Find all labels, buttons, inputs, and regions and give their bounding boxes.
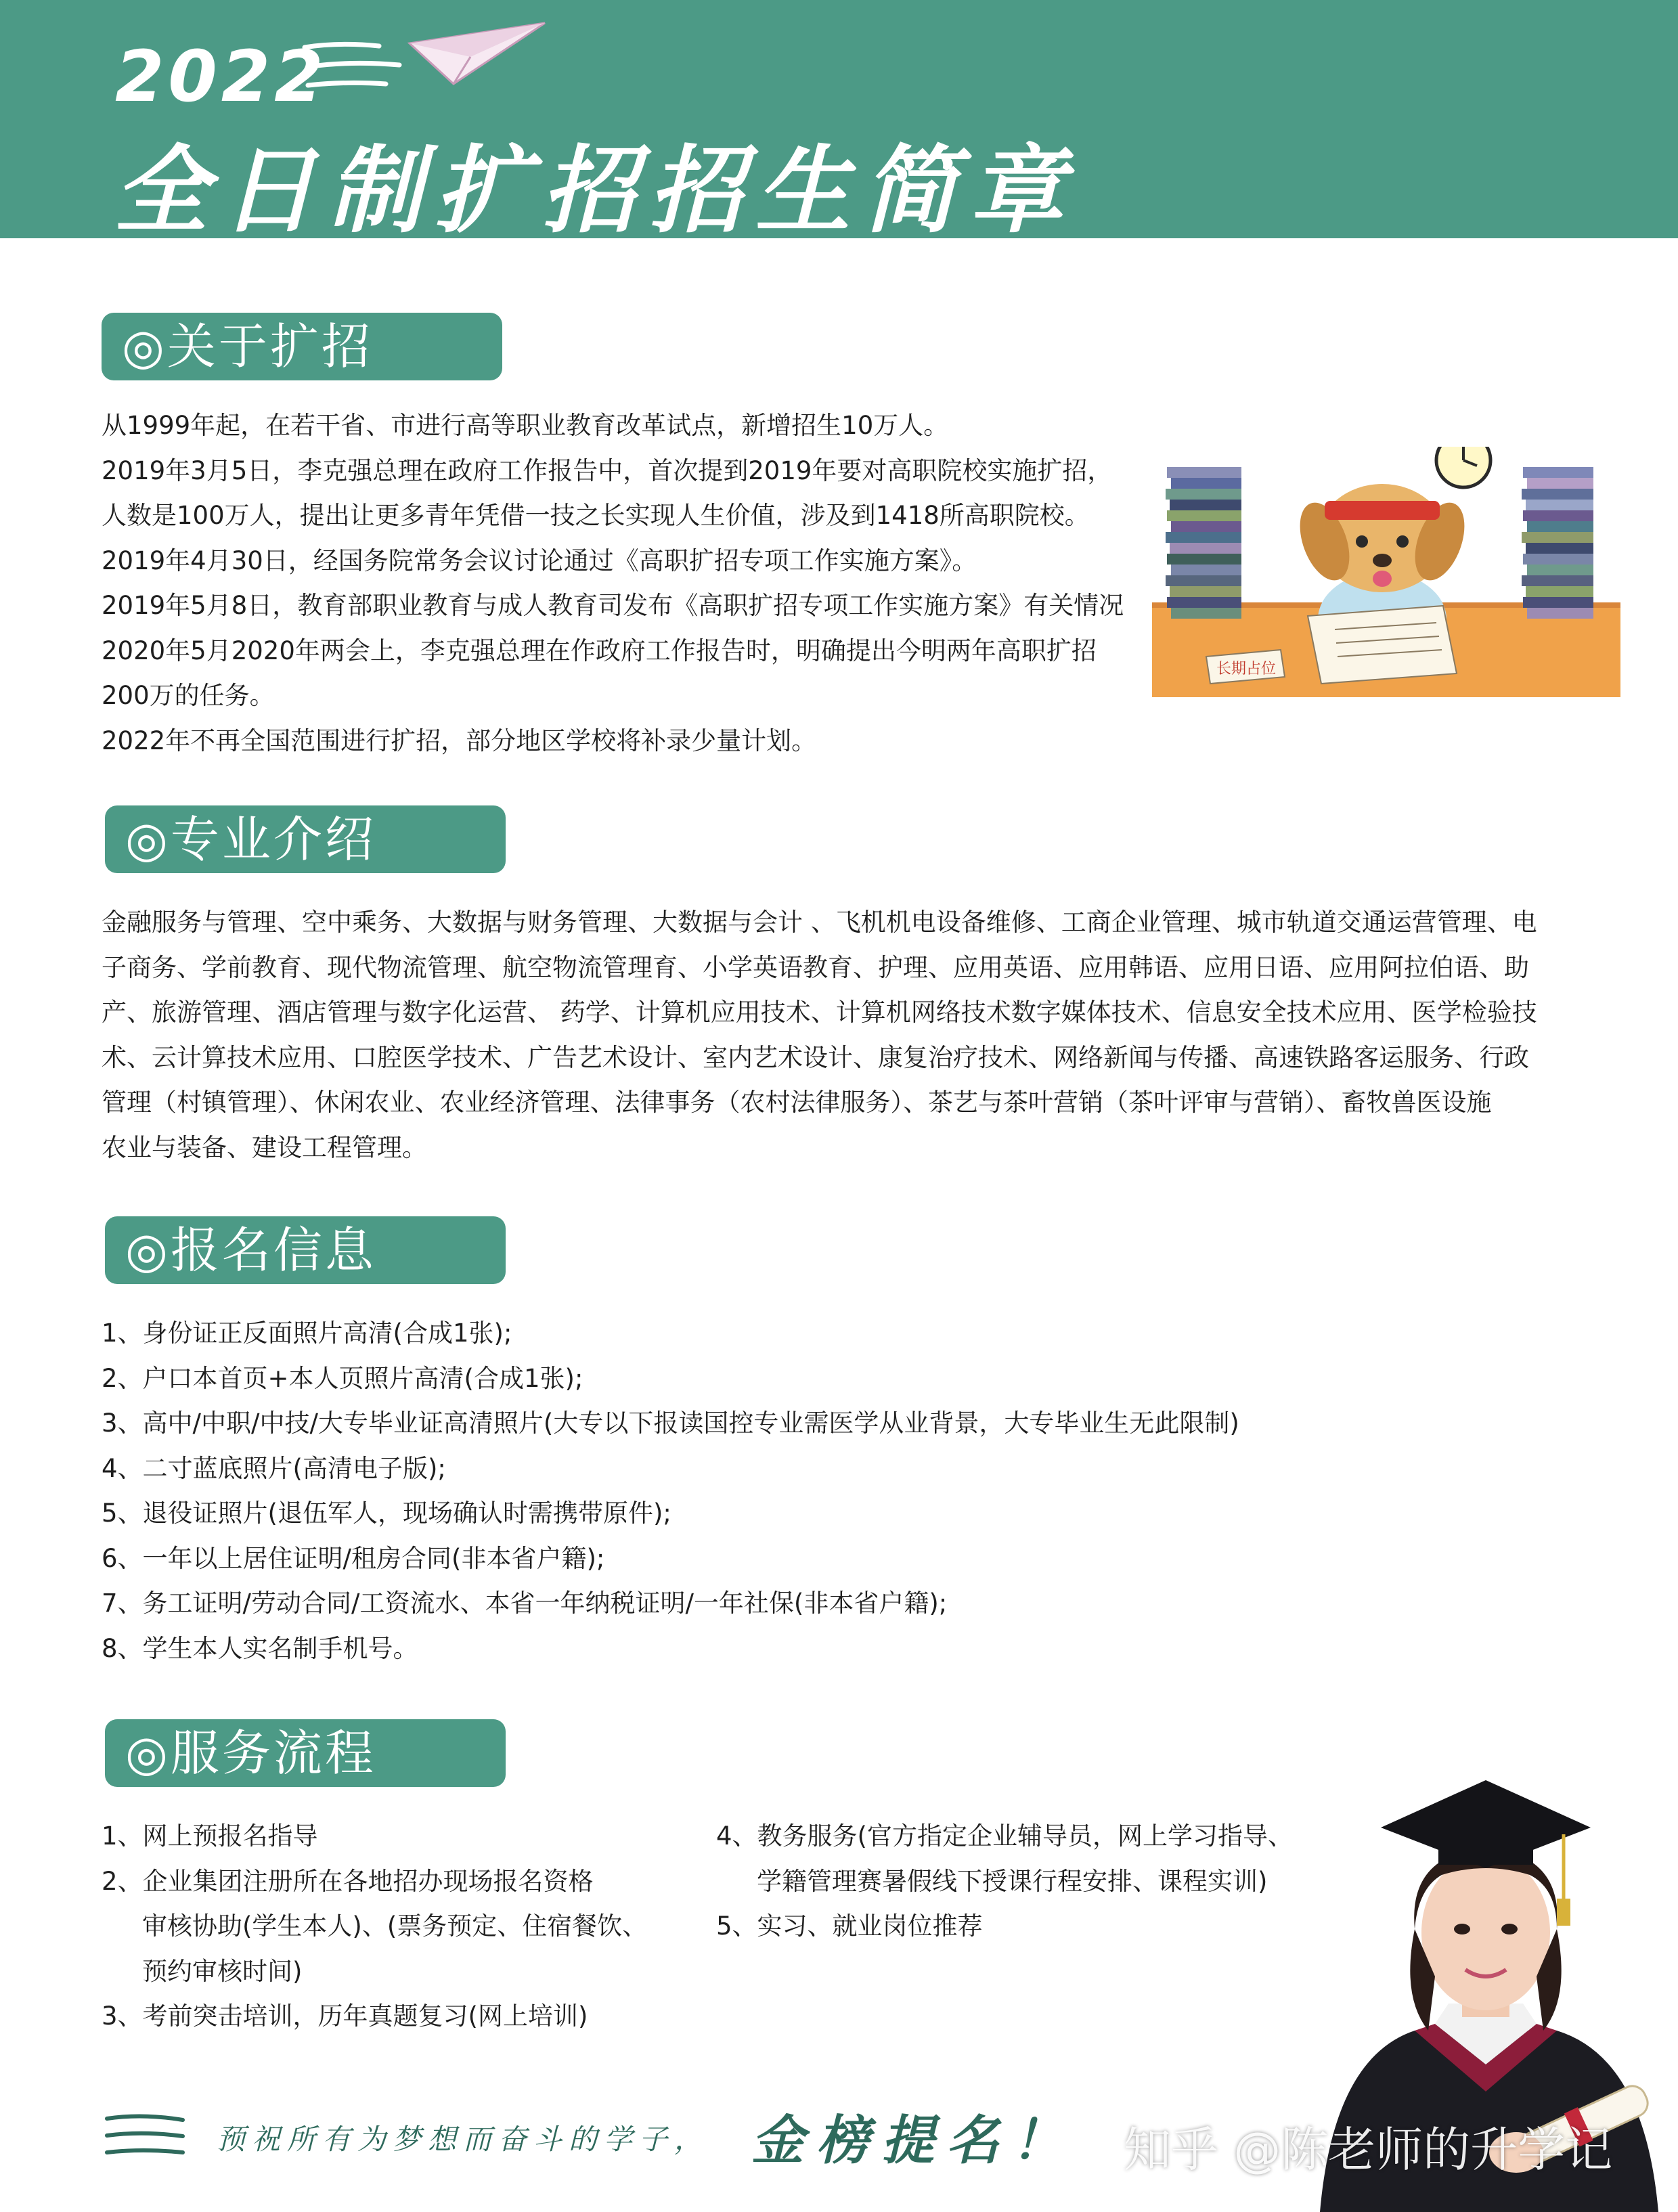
about-line: 2020年5月2020年两会上，李克强总理在作政府工作报告时，明确提出今明两年高职扩招 [102, 636, 1097, 665]
desk-sign-text: 长期占位 [1216, 661, 1277, 678]
majors-line: 术、云计算技术应用、口腔医学技术、广告艺术设计、室内艺术设计、康复治疗技术、网络新闻与传播、高速铁路客运服务、行政 [102, 1042, 1529, 1072]
list-item: 2、企业集团注册所在各地招办现场报名资格 [102, 1866, 594, 1896]
majors-line: 子商务、学前教育、现代物流管理、航空物流管理育、小学英语教育、护理、应用英语、应用韩语、应用日语、应用阿拉伯语、助 [102, 952, 1529, 982]
studying-dog-illustration [1152, 447, 1620, 697]
list-item: 预约审核时间) [142, 1956, 303, 1986]
page-title: 全日制扩招招生简章 [114, 135, 1077, 246]
list-item: 学籍管理赛暑假线下授课行程安排、课程实训) [757, 1866, 1268, 1896]
footer-slogan-highlight: 金榜提名！ [751, 2110, 1077, 2171]
header-year: 2022 [115, 35, 328, 118]
list-item: 5、退役证照片(退伍军人，现场确认时需携带原件); [102, 1499, 671, 1528]
majors-line: 产、旅游管理、酒店管理与数字化运营、 药学、计算机应用技术、计算机网络技术数字媒体技术、信息安全技术应用、医学检验技 [102, 998, 1537, 1027]
majors-line: 农业与装备、建设工程管理。 [102, 1132, 427, 1162]
about-line: 人数是100万人，提出让更多青年凭借一技之长实现人生价值，涉及到1418所高职院校。 [102, 501, 1090, 530]
list-item: 4、教务服务(官方指定企业辅导员，网上学习指导、 [716, 1821, 1293, 1851]
list-item: 3、考前突击培训，历年真题复习(网上培训) [102, 2001, 588, 2031]
list-item: 1、身份证正反面照片高清(合成1张); [102, 1319, 512, 1348]
clock-icon [1436, 447, 1491, 487]
signup-list [102, 1311, 1239, 1671]
paper-plane-icon [406, 16, 548, 91]
list-item: 1、网上预报名指导 [102, 1821, 318, 1851]
majors-line: 管理（村镇管理）、休闲农业、农业经济管理、法律事务（农村法律服务）、茶艺与茶叶营销（茶叶评审与营销）、畜牧兽医设施 [102, 1088, 1492, 1117]
header-banner [0, 0, 1678, 246]
majors-paragraph [102, 900, 1537, 1170]
section-heading-signup: ◎报名信息 [105, 1216, 506, 1284]
about-line: 2019年5月8日，教育部职业教育与成人教育司发布《高职扩招专项工作实施方案》有关情况 [102, 591, 1124, 620]
list-item: 8、学生本人实名制手机号。 [102, 1633, 418, 1663]
paper-sheet [1308, 606, 1457, 684]
watermark: 知乎 @陈老师的升学记 [1124, 2122, 1613, 2177]
list-item: 5、实习、就业岗位推荐 [716, 1911, 983, 1941]
section-heading-majors: ◎专业介绍 [105, 805, 506, 873]
about-line: 从1999年起，在若干省、市进行高等职业教育改革试点，新增招生10万人。 [102, 411, 949, 440]
list-item: 2、户口本首页+本人页照片高清(合成1张); [102, 1363, 583, 1393]
list-item: 6、一年以上居住证明/租房合同(非本省户籍); [102, 1543, 605, 1573]
speed-lines-icon [298, 27, 420, 102]
section-heading-about: ◎关于扩招 [102, 313, 502, 380]
book-stack-right [1522, 467, 1593, 619]
list-item: 4、二寸蓝底照片(高清电子版); [102, 1453, 446, 1483]
service-list-right [716, 1814, 1293, 1949]
about-line: 2019年3月5日，李克强总理在政府工作报告中，首次提到2019年要对高职院校实施扩招， [102, 456, 1113, 485]
about-line: 2019年4月30日，经国务院常务会议讨论通过《高职扩招专项工作实施方案》。 [102, 546, 977, 575]
section-heading-service: ◎服务流程 [105, 1719, 506, 1787]
service-list-left [102, 1814, 647, 2039]
list-item: 7、务工证明/劳动合同/工资流水、本省一年纳税证明/一年社保(非本省户籍); [102, 1589, 948, 1618]
about-line: 200万的任务。 [102, 681, 275, 710]
swoosh-decoration-icon [102, 2112, 190, 2159]
about-paragraph [102, 403, 1124, 764]
list-item: 审核协助(学生本人)、(票务预定、住宿餐饮、 [142, 1911, 648, 1941]
book-stack-left [1166, 467, 1241, 619]
desk-sign [1206, 650, 1285, 684]
list-item: 3、高中/中职/中技/大专毕业证高清照片(大专以下报读国控专业需医学从业背景，大专毕业生无此限制) [102, 1409, 1239, 1438]
footer-slogan: 预祝所有为梦想而奋斗的学子， [217, 2123, 710, 2156]
about-line: 2022年不再全国范围进行扩招，部分地区学校将补录少量计划。 [102, 726, 817, 755]
majors-line: 金融服务与管理、空中乘务、大数据与财务管理、大数据与会计 、飞机机电设备维修、工商企业管理、城市轨道交通运营管理、电 [102, 908, 1537, 937]
